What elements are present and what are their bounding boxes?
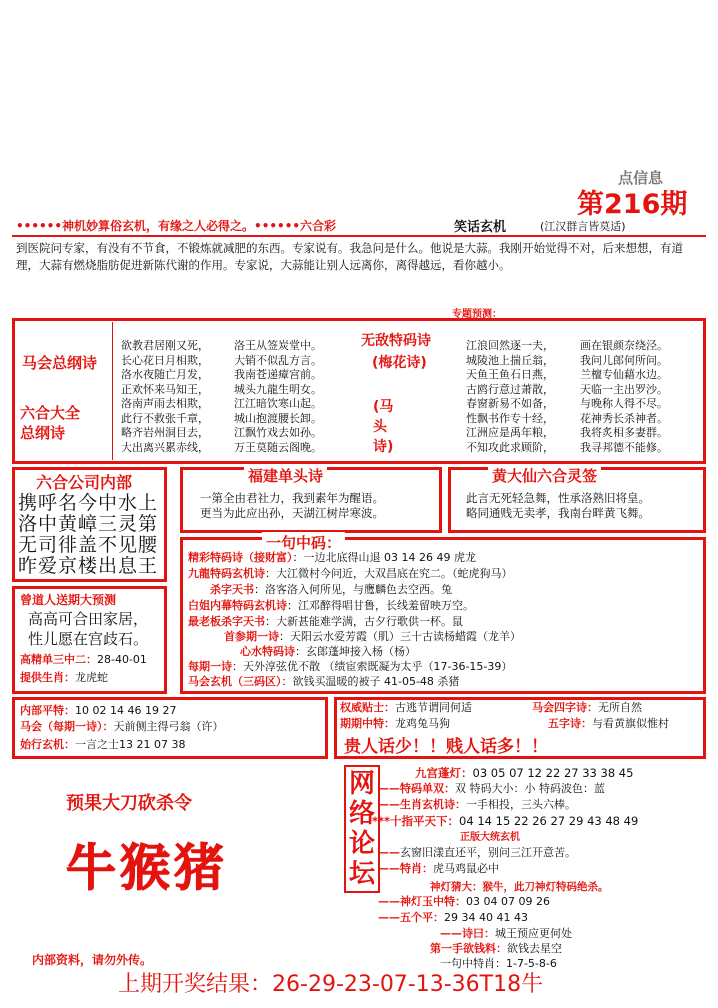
yiju-row-5: [224, 630, 521, 644]
zengdao-row1-label: 高精单三中二：: [20, 653, 97, 666]
huangdaxian-line-2: 略同通贱无卖孝，我南台畔黄飞舞。: [466, 506, 650, 520]
last-result: [118, 967, 543, 998]
internal-row2-label: 马会（每期一诗）：: [20, 720, 114, 733]
tips-row3-label: 马会四字诗：: [532, 701, 598, 714]
internal-row-3: [20, 738, 185, 752]
tips-row-4: [548, 717, 669, 731]
tips-row4-value: 与看黄旗似惟村: [592, 717, 669, 730]
yiju-row0-text: ：一边北底得山退 03 14 26 49 虎龙: [292, 551, 476, 564]
zengdao-row1-value: 28-40-01: [97, 653, 147, 666]
tips-row-3: [532, 701, 642, 715]
yiju-row8-text: ：欲钱买温暖的被子 41-05-48 杀猪: [281, 675, 460, 688]
yiju-row2-text: ：洛客洛入何所见，与鹰麟色去空西。兔: [254, 583, 452, 596]
internal-row-2: [20, 720, 224, 734]
wangluo-row5-value: 玄窗旧漾直还平，别问三江开意苦。: [400, 846, 576, 859]
zengdao-line-2: 性儿愿在宫歧石。: [28, 630, 149, 648]
internal-row3-value: 一言之士13 21 07 38: [75, 738, 186, 751]
wangluo-row5-label: ——: [378, 846, 400, 859]
mid-title: 无敌特码诗: [361, 333, 431, 349]
wangluo-row-9: [378, 911, 528, 925]
yiju-row7-text: ：天外淳弦优不散 （绩宦索既凝为太乎（17-36-15-39）: [232, 660, 513, 673]
yiju-row6-text: ：玄郎蓬坤接入杨（杨）: [295, 645, 416, 658]
internal-row-1: [20, 704, 176, 718]
wangluo-row3-value: 04 14 15 22 26 27 29 43 48 49: [459, 814, 639, 828]
wangluo-row-5: [378, 846, 576, 860]
liuhe-grid: 携呼名今中水上 洛中黄嶂三灵第 无司徘盖不见腰 昨爱京楼出息王: [18, 492, 159, 577]
wangluo-row0-value: 03 05 07 12 22 27 33 38 45: [472, 766, 634, 780]
yiju-row-8: [188, 675, 459, 689]
tips-row-1: [340, 701, 472, 715]
mid-sub: (梅花诗): [372, 355, 427, 371]
corner-info: 点信息: [618, 169, 664, 187]
tips-row-2: [340, 717, 450, 731]
mid-note: (马头诗): [373, 399, 394, 455]
wangluo-row1-value: 双 特码大小：小 特码波色：蓝: [455, 782, 605, 795]
wangluo-row-2: [378, 798, 576, 812]
wangluo-row-10: [440, 927, 572, 941]
wangluo-row10-value: 城王预应更何处: [495, 927, 572, 940]
yiju-row4-label: 最老板杀字天书: [188, 615, 265, 628]
internal-row3-label: 始行玄机：: [20, 738, 75, 751]
issue-number: 第216期: [577, 189, 688, 220]
wangluo-row3-label: ***十指平天下：: [372, 814, 460, 828]
zengdao-title: 曾道人送期大预测: [20, 593, 117, 607]
mahui-title: 马会总纲诗: [22, 354, 98, 372]
special-label: 专题预测：: [452, 309, 502, 320]
yiju-row0-label: 精彩特码诗（接财富）: [188, 551, 293, 564]
wangluo-row-1: [378, 782, 605, 796]
header-right-sub: (江汉群言皆莫适): [540, 220, 626, 233]
zengdao-row-1: [20, 653, 147, 667]
tips-row3-value: 无所自然: [598, 701, 642, 714]
yiju-row8-label: 马会玄机（三码区）: [188, 675, 282, 688]
poem-d: 画在银颜奈绕泾。 我问儿郎何所问。 兰檀专仙藉水边。 天临一主出罗沙。 与晚称人得不尽。 花神秀长杀神者。 我将炙相多妻群。 我寻邦德不能修。: [580, 339, 668, 454]
poem-c: 江浪回然逐一夫， 城陵池上揣丘翁， 天鱼王鱼石日燕， 古鸥行意过萧散， 春窗新易不如备， 性飘书作专十经， 江洲应是禹年粮， 不知攻此求顾阶，: [466, 339, 554, 454]
yiju-row-0: [188, 551, 476, 565]
wangluo-vertical: 网络论坛: [344, 765, 380, 893]
zengdao-row-2: [20, 671, 108, 685]
huangdaxian-line-1: 此言无死轻急舞，性承洛熟旧将皇。: [466, 491, 650, 505]
yiju-row-2: [210, 583, 452, 597]
zengdao-line-1: 高高可合田家居，: [28, 610, 149, 628]
last-result-value: 26-29-23-07-13-36T18牛: [272, 972, 544, 997]
wangluo-row-4: [460, 831, 520, 845]
liuhe-company-title: 六合公司内部: [36, 473, 133, 492]
tips-row1-value: 古逃节谓同何适: [395, 701, 472, 714]
internal-row2-value: 天前侧主得弓翁（许）: [113, 720, 224, 733]
wangluo-row11-label: 第一手欲钱料：: [430, 942, 507, 955]
kill-title: 预果大刀砍杀令: [66, 793, 192, 814]
yiju-row5-label: 首参期一诗: [224, 630, 279, 643]
yiju-row7-label: 每期一诗: [188, 660, 232, 673]
wangluo-row0-label: 九宫蓬灯：: [415, 766, 473, 780]
tips-row2-label: 期期中特：: [340, 717, 395, 730]
fujian-line-1: 一第全由君社力，我到素年为醒语。: [200, 491, 384, 505]
wangluo-row-8: [378, 895, 550, 909]
wangluo-row9-value: 29 34 40 41 43: [444, 911, 528, 924]
kill-big-text: 牛猴猪: [66, 838, 228, 897]
wangluo-row2-label: ——生肖玄机诗：: [378, 798, 466, 811]
yiju-row3-text: ：江邓醉得唱甘鲁，长线羞留映万空。: [287, 599, 474, 612]
wangluo-row9-label: ——五个平：: [378, 911, 444, 924]
huangdaxian-title: 黄大仙六合灵签: [488, 465, 601, 486]
fujian-title: 福建单头诗: [244, 465, 327, 486]
wangluo-row12-value: 一句中特肖：1-7-5-8-6: [440, 957, 557, 970]
wangluo-row7-value: 神灯猜大：猴牛，此刀神灯特码绝杀。: [430, 881, 609, 893]
tips-row1-label: 权威贴士：: [340, 701, 395, 714]
wangluo-row11-value: 欲钱去星空: [507, 942, 562, 955]
yiju-row-1: [188, 567, 513, 581]
poem-b: 洛王从签炭堂中。 大销不似乱方言。 我南苍递瘴宫前。 城头九龍生明女。 江江暗饮寒山起。 城山抱渡腰长卸。 江飘竹戏去如孙。 万王莫随云阁晚。: [234, 339, 322, 454]
internal-row1-label: 内部平特：: [20, 704, 75, 717]
header-divider: [12, 235, 706, 237]
wangluo-row6-value: 虎马鸡鼠必中: [433, 862, 499, 875]
wangluo-row-3: [372, 814, 638, 828]
slogan: 贵人话少！！贱人话多！！: [344, 737, 548, 757]
wangluo-row10-label: ——诗曰：: [440, 927, 495, 940]
poem-a: 欲教君居刚又死， 长心花日月相欺， 洛水夜随亡月发， 正欢怀来马知王， 洛南声雨去相欺， 此行不救张千章， 略齐岩州洞目去， 大出离兴累赤线，: [121, 339, 209, 454]
wangluo-row8-label: ——神灯玉中特：: [378, 895, 466, 908]
tips-row4-label: 五字诗：: [548, 717, 592, 730]
intro-text: 到医院问专家，有没有不节食，不锻炼就减肥的东西。专家说有。我急问是什么。他说是大蒜。我刚开始觉得不对，后来想想，有道理，大蒜有燃烧脂肪促进新陈代谢的作用。专家说，大蒜能让别人远离你，离得越远，看你越小。: [16, 241, 683, 272]
internal-footer: 内部资料，请勿外传。: [32, 953, 153, 967]
liuhe-title: 六合大全总纲诗: [20, 404, 81, 442]
yiju-row2-label: 杀字天书: [210, 583, 254, 596]
last-result-label: 上期开奖结果：: [118, 972, 273, 997]
internal-row1-value: 10 02 14 46 19 27: [75, 704, 177, 717]
tips-row2-value: 龙鸡兔马狗: [395, 717, 450, 730]
zengdao-row2-value: 龙虎蛇: [75, 671, 108, 684]
wangluo-row2-value: 一手相投，三头六棒。: [466, 798, 576, 811]
header-right-label: 笑话玄机: [454, 220, 507, 235]
wangluo-row-7: [430, 880, 609, 894]
yiju-row1-text: ：大江微村今问近，大双昌底在究二。（蛇虎狗马）: [265, 567, 513, 580]
wangluo-row1-label: ——特码单双：: [378, 782, 455, 795]
wangluo-row8-value: 03 04 07 09 26: [466, 895, 550, 908]
yiju-row-7: [188, 660, 512, 674]
zengdao-row2-label: 提供生肖：: [20, 671, 75, 684]
yiju-row3-label: 白姐内幕特码玄机诗: [188, 599, 287, 612]
yiju-row-6: [240, 645, 416, 659]
yiju-row5-text: ：天阳云水爱芳霞（肌）三十古读杨蜡霞（龙羊）: [279, 630, 521, 643]
yiju-row-4: [188, 615, 463, 629]
yiju-row1-label: 九龍特码玄机诗: [188, 567, 265, 580]
wangluo-row6-label: ——特肖：: [378, 862, 433, 875]
header-left-banner: ••••••神机妙算俗玄机，有缘之人必得之。••••••六合彩: [16, 219, 337, 233]
wangluo-row-6: [378, 862, 499, 876]
wangluo-row4-value: 正版大统玄机: [460, 832, 520, 843]
yiju-row4-text: ：大新甚能难学满，古夕行歌供一杯。鼠: [265, 615, 463, 628]
yijuzhongma-title: 一句中码：: [262, 532, 345, 553]
fujian-line-2: 更当为此应出孙，天湖江树岸寒波。: [200, 506, 384, 520]
wangluo-row-0: [415, 766, 633, 780]
yiju-row6-label: 心水特码诗: [240, 645, 295, 658]
wangluo-row-11: [430, 942, 562, 956]
poem-divider-left: [112, 322, 113, 460]
yiju-row-3: [188, 599, 474, 613]
